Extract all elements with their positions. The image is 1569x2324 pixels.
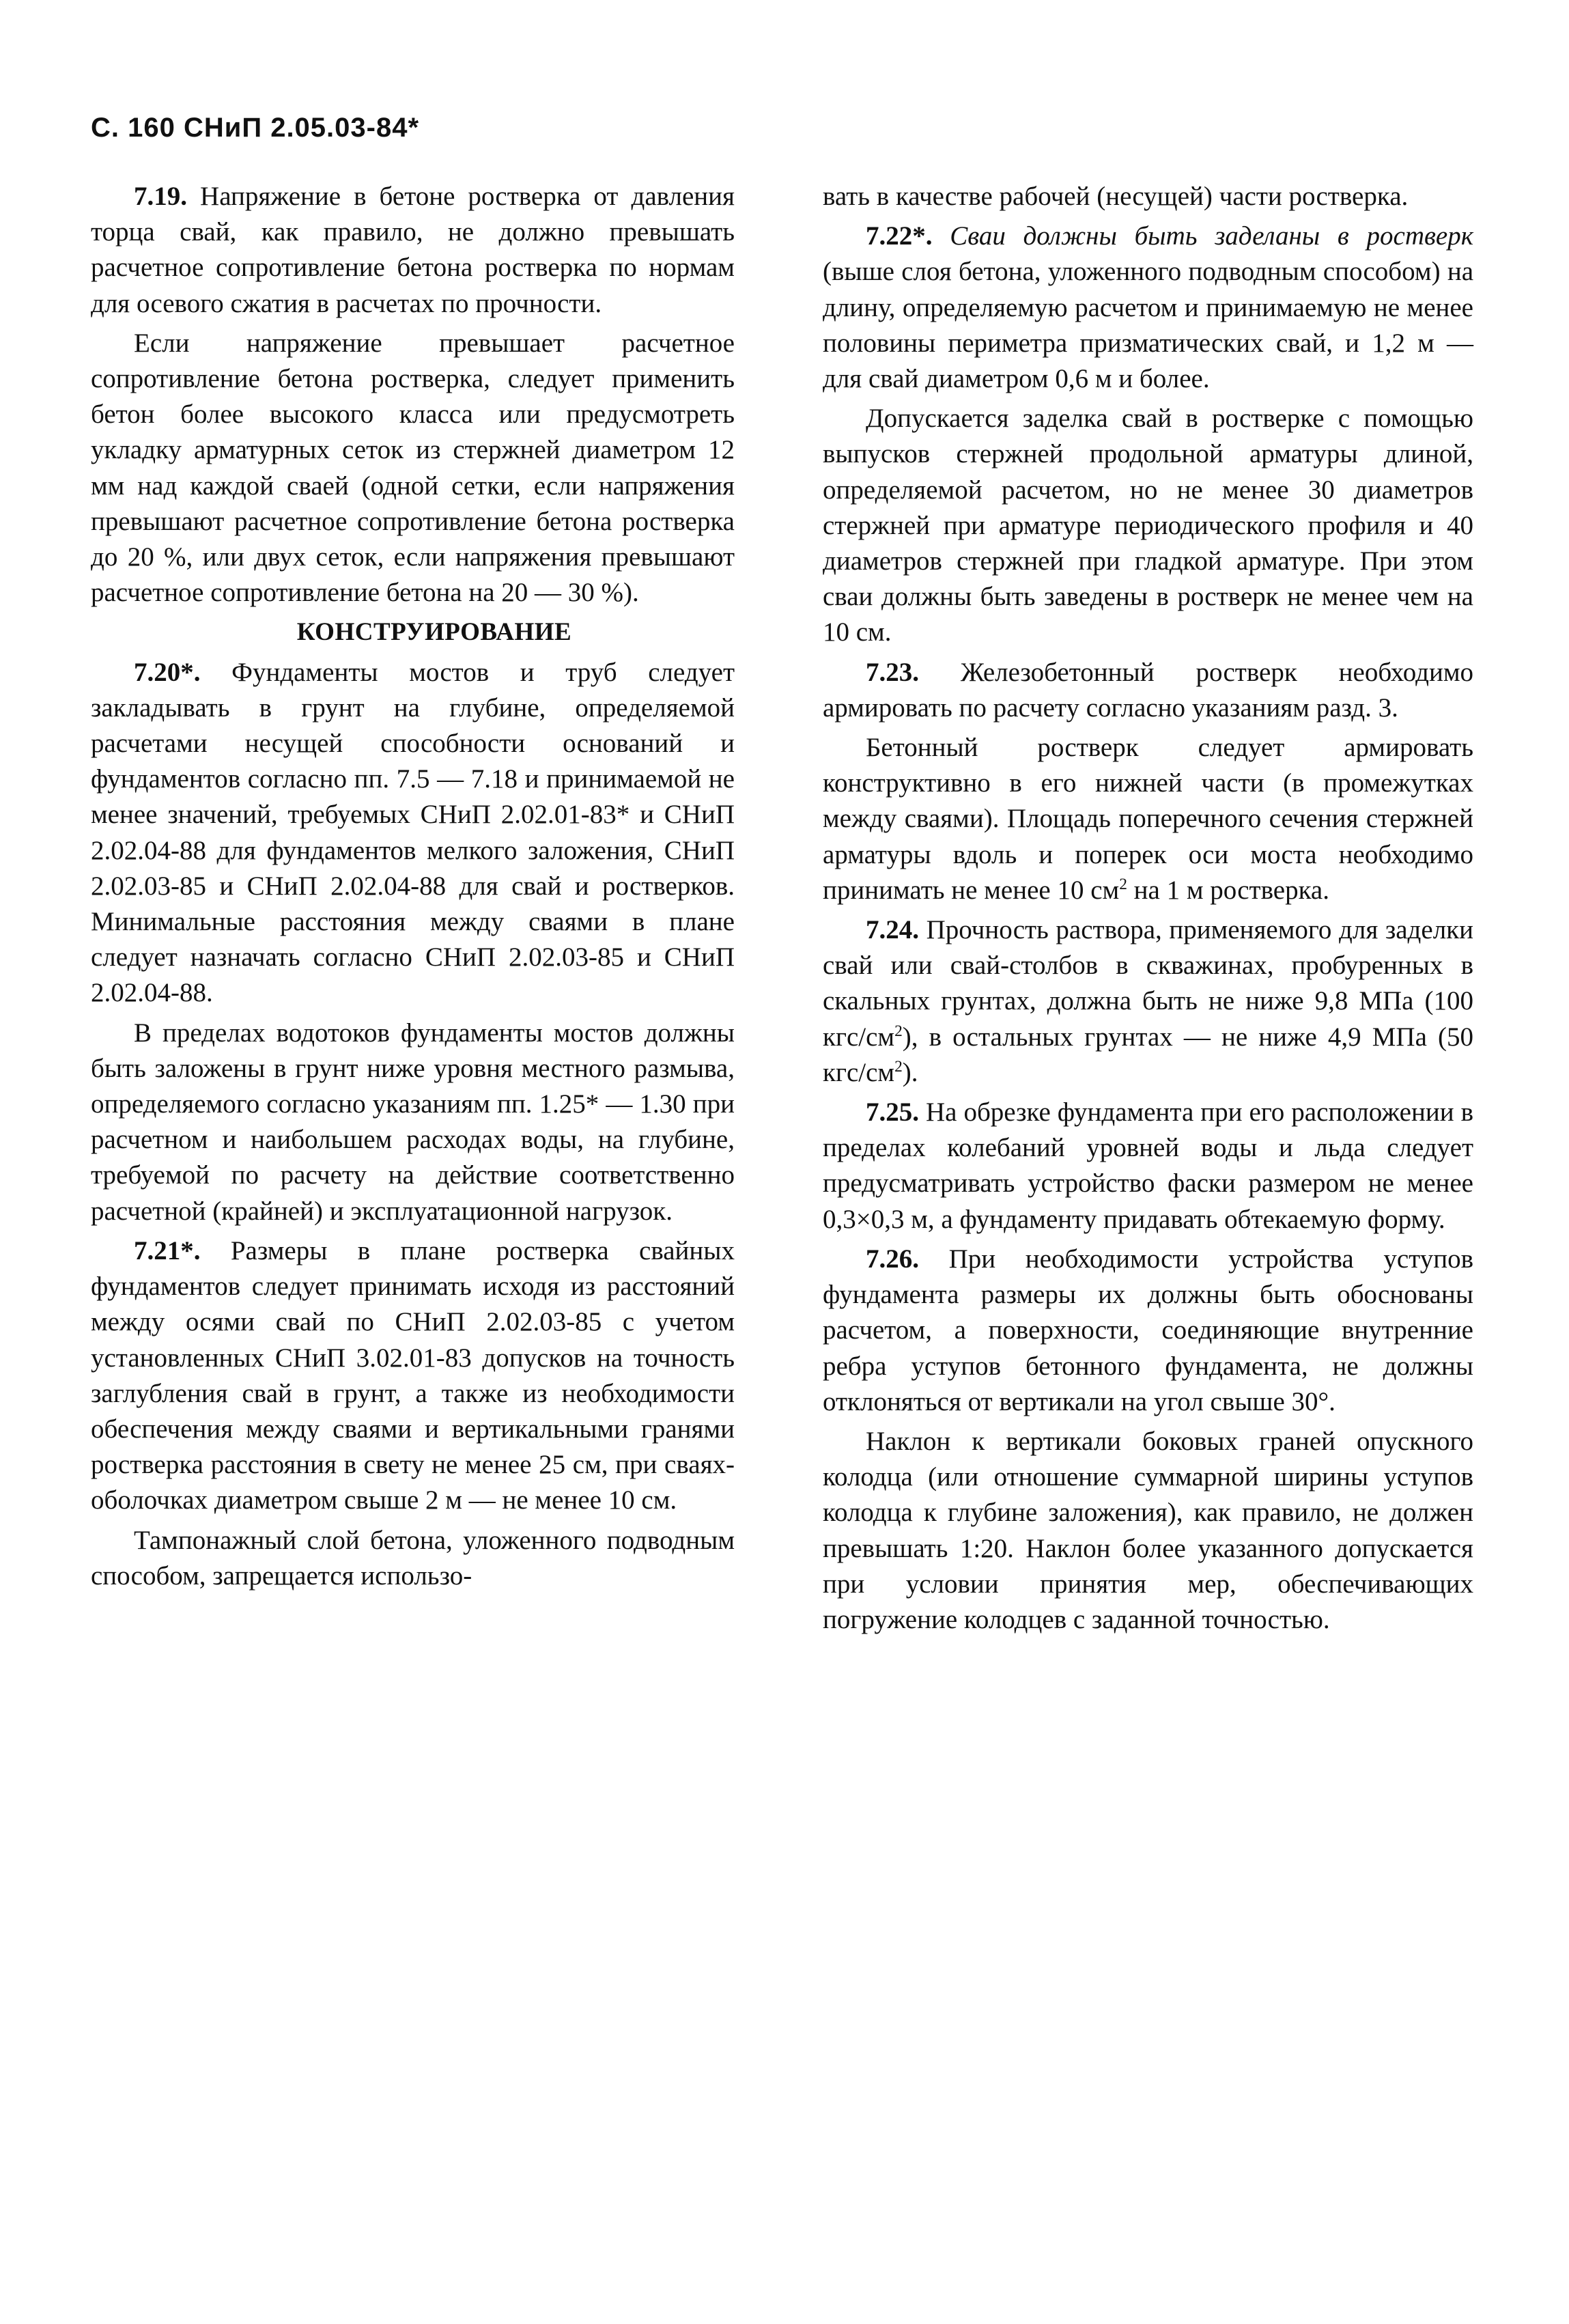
emphasized-text: Сваи должны быть заделаны в ростверк: [932, 221, 1473, 251]
paragraph-text: (выше слоя бетона, уложенного подводным способом) на длину, определяемую расчетом и принимаемую не менее половины периметра призматических свай, и 1,2 м — для свай диаметром 0,6 м и более.: [823, 257, 1473, 394]
right-column: [823, 179, 1473, 1642]
paragraph-7-19-continued: Если напряжение превышает расчетное сопротивление бетона ростверка, следует применить бетон более высокого класса или предусмотреть укладку арматурных сеток из стержней диаметром 12 мм над каждой сваей (одной сетки, если напряжения превышают расчетное сопротивление бетона ростверка до 20 %, или двух сеток, если напряжения превышают расчетное сопротивление бетона на 20 — 30 %).: [91, 328, 735, 608]
paragraph-7-24: [823, 912, 1473, 1091]
running-header: С. 160 СНиП 2.05.03-84*: [91, 113, 420, 143]
paragraph-7-21: [91, 1233, 735, 1519]
left-column: [91, 179, 735, 1598]
paragraph-continuation: вать в качестве рабочей (несущей) части ростверка.: [823, 182, 1409, 211]
clause-number: 7.25.: [866, 1097, 919, 1128]
paragraph-text: При необходимости устройства уступов фундамента размеры их должны быть обоснованы расчетом, а поверхности, соединяющие внутренние ребра уступов бетонного фундамента, не должны отклоняться от вертикали на угол свыше 30°.: [823, 1244, 1473, 1416]
clause-number: 7.26.: [866, 1244, 919, 1274]
paragraph-7-23: [823, 655, 1473, 726]
paragraph-7-22-continued: Допускается заделка свай в ростверке с помощью выпусков стержней продольной арматуры длиной, определяемой расчетом, но не менее 30 диаметров стержней при арматуре периодического профиля и 40 диаметров стержней при гладкой арматуре. При этом сваи должны быть заведены в ростверк не менее чем на 10 см.: [823, 404, 1473, 647]
clause-number: 7.19.: [134, 182, 187, 211]
paragraph-7-20: [91, 655, 735, 1011]
paragraph-text: Бетонный ростверк следует армировать конструктивно в его нижней части (в промежутках между сваями). Площадь поперечного сечения стержней арматуры вдоль и поперек оси моста необходимо принимать не менее 10 см: [823, 733, 1473, 905]
clause-number: 7.22*.: [866, 221, 933, 251]
paragraph-text: на 1 м ростверка.: [1127, 875, 1329, 905]
paragraph-text: Железобетонный ростверк необходимо армировать по расчету согласно указаниям разд. 3.: [823, 657, 1473, 723]
paragraph-text: На обрезке фундамента при его расположении в пределах колебаний уровней воды и льда следует предусматривать устройство фаски размером не менее 0,3×0,3 м, а фундаменту придавать обтекаемую форму.: [823, 1097, 1473, 1234]
superscript: 2: [1119, 875, 1127, 893]
paragraph-7-21-continued: Тампонажный слой бетона, уложенного подводным способом, запрещается использо-: [91, 1525, 735, 1591]
superscript: 2: [894, 1022, 903, 1040]
paragraph-text: ).: [902, 1057, 918, 1087]
paragraph-text: ), в остальных грунтах — не ниже 4,9 МПа (50 кгс/см: [823, 1022, 1473, 1087]
section-heading: КОНСТРУИРОВАНИЕ: [296, 618, 572, 647]
paragraph-text: Напряжение в бетоне ростверка от давления торца свай, как правило, не должно превышать расчетное сопротивление бетона ростверка по нормам для осевого сжатия в расчетах по прочности.: [91, 182, 735, 318]
paragraph-text: Прочность раствора, применяемого для заделки свай или свай-столбов в скважинах, пробуренных в скальных грунтах, должна быть не ниже 9,8 МПа (100 кгс/см: [823, 915, 1473, 1052]
clause-number: 7.21*.: [134, 1235, 201, 1265]
paragraph-7-23-continued: [823, 730, 1473, 908]
paragraph-7-22: [823, 219, 1473, 397]
paragraph-text: Фундаменты мостов и труб следует закладывать в грунт на глубине, определяемой расчетами несущей способности оснований и фундаментов согласно пп. 7.5 — 7.18 и принимаемой не менее значений, требуемых СНиП 2.02.01-83* и СНиП 2.02.04-88 для фундаментов мелкого заложения, СНиП 2.02.03-85 и СНиП 2.02.04-88 для свай и ростверков. Минимальные расстояния между сваями в плане следует назначать согласно СНиП 2.02.03-85 и СНиП 2.02.04-88.: [91, 657, 735, 1008]
paragraph-7-26: [823, 1242, 1473, 1420]
paragraph-text: Размеры в плане ростверка свайных фундаментов следует принимать исходя из расстояний между осями свай по СНиП 2.02.03-85 с учетом установленных СНиП 3.02.01-83 допусков на точность заглубления свай в грунт, а также из необходимости обеспечения между сваями и вертикальными гранями ростверка расстояния в свету не менее 25 см, при сваях-оболочках диаметром свыше 2 м — не менее 10 см.: [91, 1235, 735, 1515]
paragraph-7-19: [91, 179, 735, 322]
superscript: 2: [894, 1057, 903, 1076]
clause-number: 7.20*.: [134, 657, 201, 687]
paragraph-7-26-continued: Наклон к вертикали боковых граней опускного колодца (или отношение суммарной ширины уступов колодца к глубине заложения), как правило, не должен превышать 1:20. Наклон более указанного допускается при условии принятия мер, обеспечивающих погружение колодцев с заданной точностью.: [823, 1426, 1473, 1634]
clause-number: 7.24.: [866, 915, 919, 945]
paragraph-7-20-continued: В пределах водотоков фундаменты мостов должны быть заложены в грунт ниже уровня местного размыва, определяемого согласно указаниям пп. 1.25* — 1.30 при расчетном и наибольшем расходах воды, на глубине, требуемой по расчету на действие соответственно расчетной (крайней) и эксплуатационной нагрузок.: [91, 1018, 735, 1226]
paragraph-7-25: [823, 1095, 1473, 1237]
clause-number: 7.23.: [866, 657, 919, 687]
